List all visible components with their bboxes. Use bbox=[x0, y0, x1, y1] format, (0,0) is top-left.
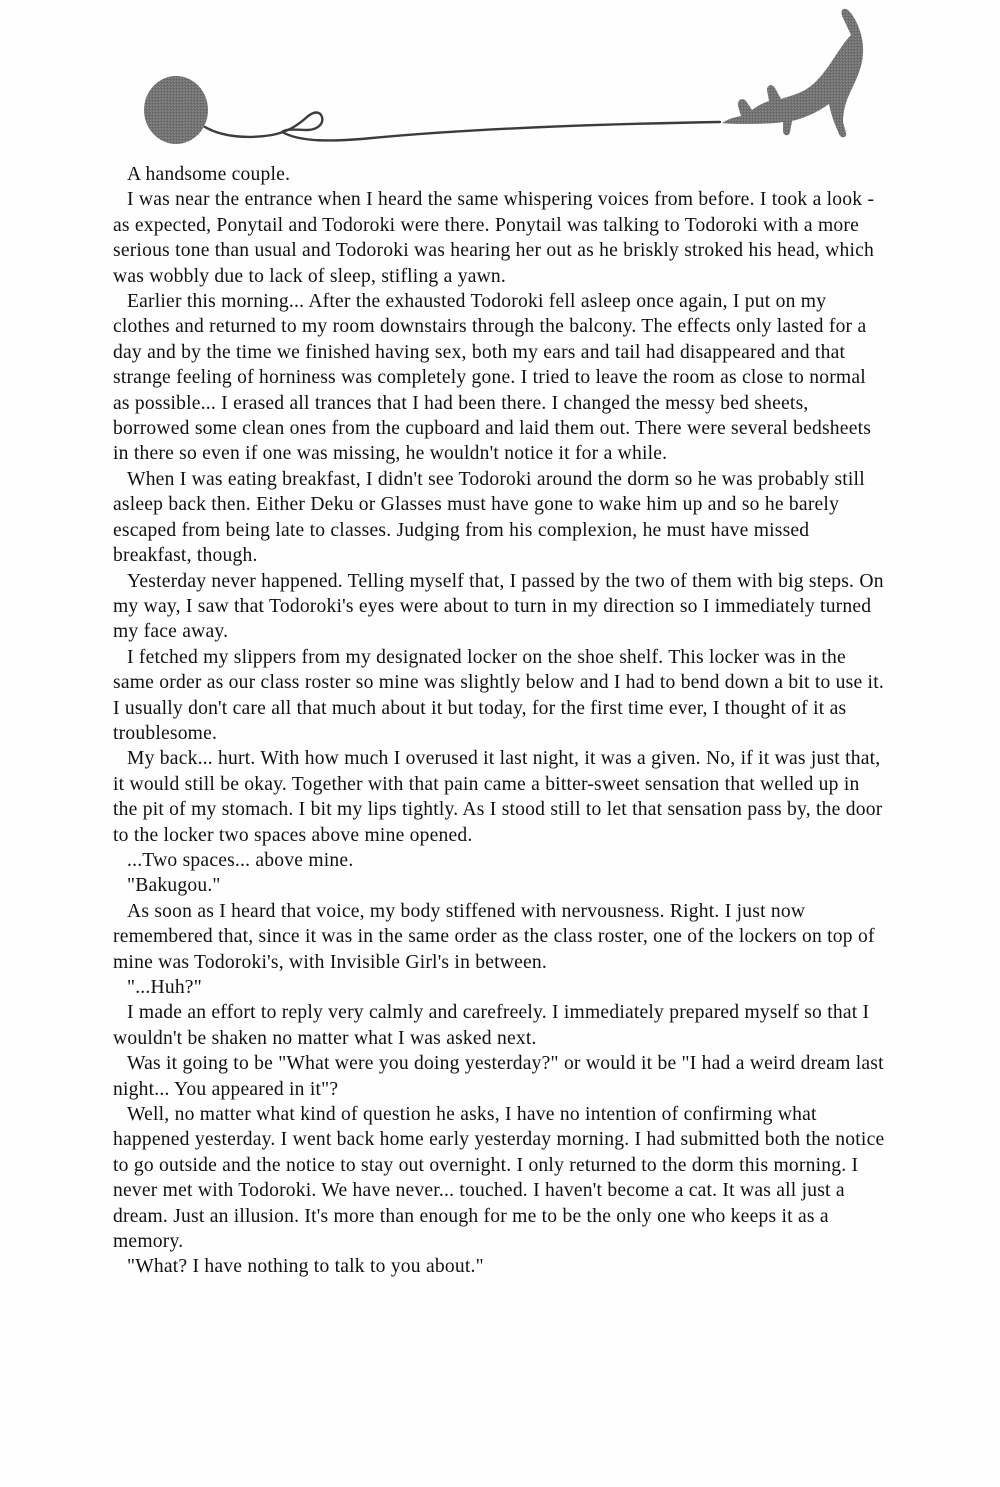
paragraph: A handsome couple. bbox=[127, 164, 291, 185]
paragraph: Yesterday never happened. Telling myself that, I passed by the two of them with big steps. On my way, I saw that Todoroki's eyes were about to turn in my direction so I immediately turned my face away. bbox=[113, 570, 884, 643]
paragraph: As soon as I heard that voice, my body stiffened with nervousness. Right. I just now remembered that, since it was in the same order as the class roster, one of the lockers on top of mine was Todoroki's, with Invisible Girl's in between. bbox=[113, 900, 875, 973]
paragraph: When I was eating breakfast, I didn't see Todoroki around the dorm so he was probably still asleep back then. Either Deku or Glasses must have gone to wake him up and so he barely escaped from being late to classes. Judging from his complexion, he must have missed breakfast, though. bbox=[113, 468, 865, 567]
cat-chasing-yarn-illustration bbox=[0, 0, 1000, 160]
paragraph: Earlier this morning... After the exhausted Todoroki fell asleep once again, I put on my clothes and returned to my room downstairs through the balcony. The effects only lasted for a day and by the time we finished having sex, both my ears and tail had disappeared and that strange feeling of horniness was completely gone. I tried to leave the room as close to normal as possible... I erased all trances that I had been there. I changed the messy bed sheets, borrowed some clean ones from the cupboard and laid them out. There were several bedsheets in there so even if one was missing, he wouldn't notice it for a while. bbox=[113, 291, 872, 465]
paragraph: I made an effort to reply very calmly and carefreely. I immediately prepared myself so that I wouldn't be shaken no matter what I was asked next. bbox=[113, 1002, 870, 1049]
yarn-string-icon bbox=[205, 113, 720, 141]
yarn-ball-icon bbox=[144, 76, 208, 144]
paragraph: Well, no matter what kind of question he asks, I have no intention of confirming what happened yesterday. I went back home early yesterday morning. I had submitted both the notice to go outside and the notice to stay out overnight. I only returned to the dorm this morning. I never met with Todoroki. We have never... touched. I haven't become a cat. It was all just a dream. Just an illusion. It's more than enough for me to be the only one who keeps it as a memory. bbox=[113, 1104, 885, 1253]
paragraph: I fetched my slippers from my designated locker on the shoe shelf. This locker was in the same order as our class roster so mine was slightly below and I had to bend down a bit to use it. I usually don't care all that much about it but today, for the first time ever, I thought of it as troublesome. bbox=[113, 646, 884, 744]
paragraph: I was near the entrance when I heard the same whispering voices from before. I took a look - as expected, Ponytail and Todoroki were there. Ponytail was talking to Todoroki with a more serious tone than usual and Todoroki was hearing her out as he briskly stroked his head, which was wobbly due to lack of sleep, stifling a yawn. bbox=[113, 189, 875, 287]
paragraph: Was it going to be "What were you doing yesterday?" or would it be "I had a weird dream last night... You appeared in it"? bbox=[113, 1053, 884, 1100]
page-text-body bbox=[113, 162, 885, 1280]
paragraph: "Bakugou." bbox=[127, 875, 221, 897]
paragraph: My back... hurt. With how much I overused it last night, it was a given. No, if it was just that, it would still be okay. Together with that pain came a bitter-sweet sensation that welled up in the pit of my stomach. I bit my lips tightly. As I stood still to let that sensation pass by, the door to the locker two spaces above mine opened. bbox=[113, 748, 883, 846]
paragraph: ...Two spaces... above mine. bbox=[127, 849, 354, 871]
paragraph: "...Huh?" bbox=[127, 977, 202, 998]
paragraph: "What? I have nothing to talk to you about." bbox=[127, 1256, 484, 1278]
cat-silhouette-icon bbox=[722, 9, 863, 137]
